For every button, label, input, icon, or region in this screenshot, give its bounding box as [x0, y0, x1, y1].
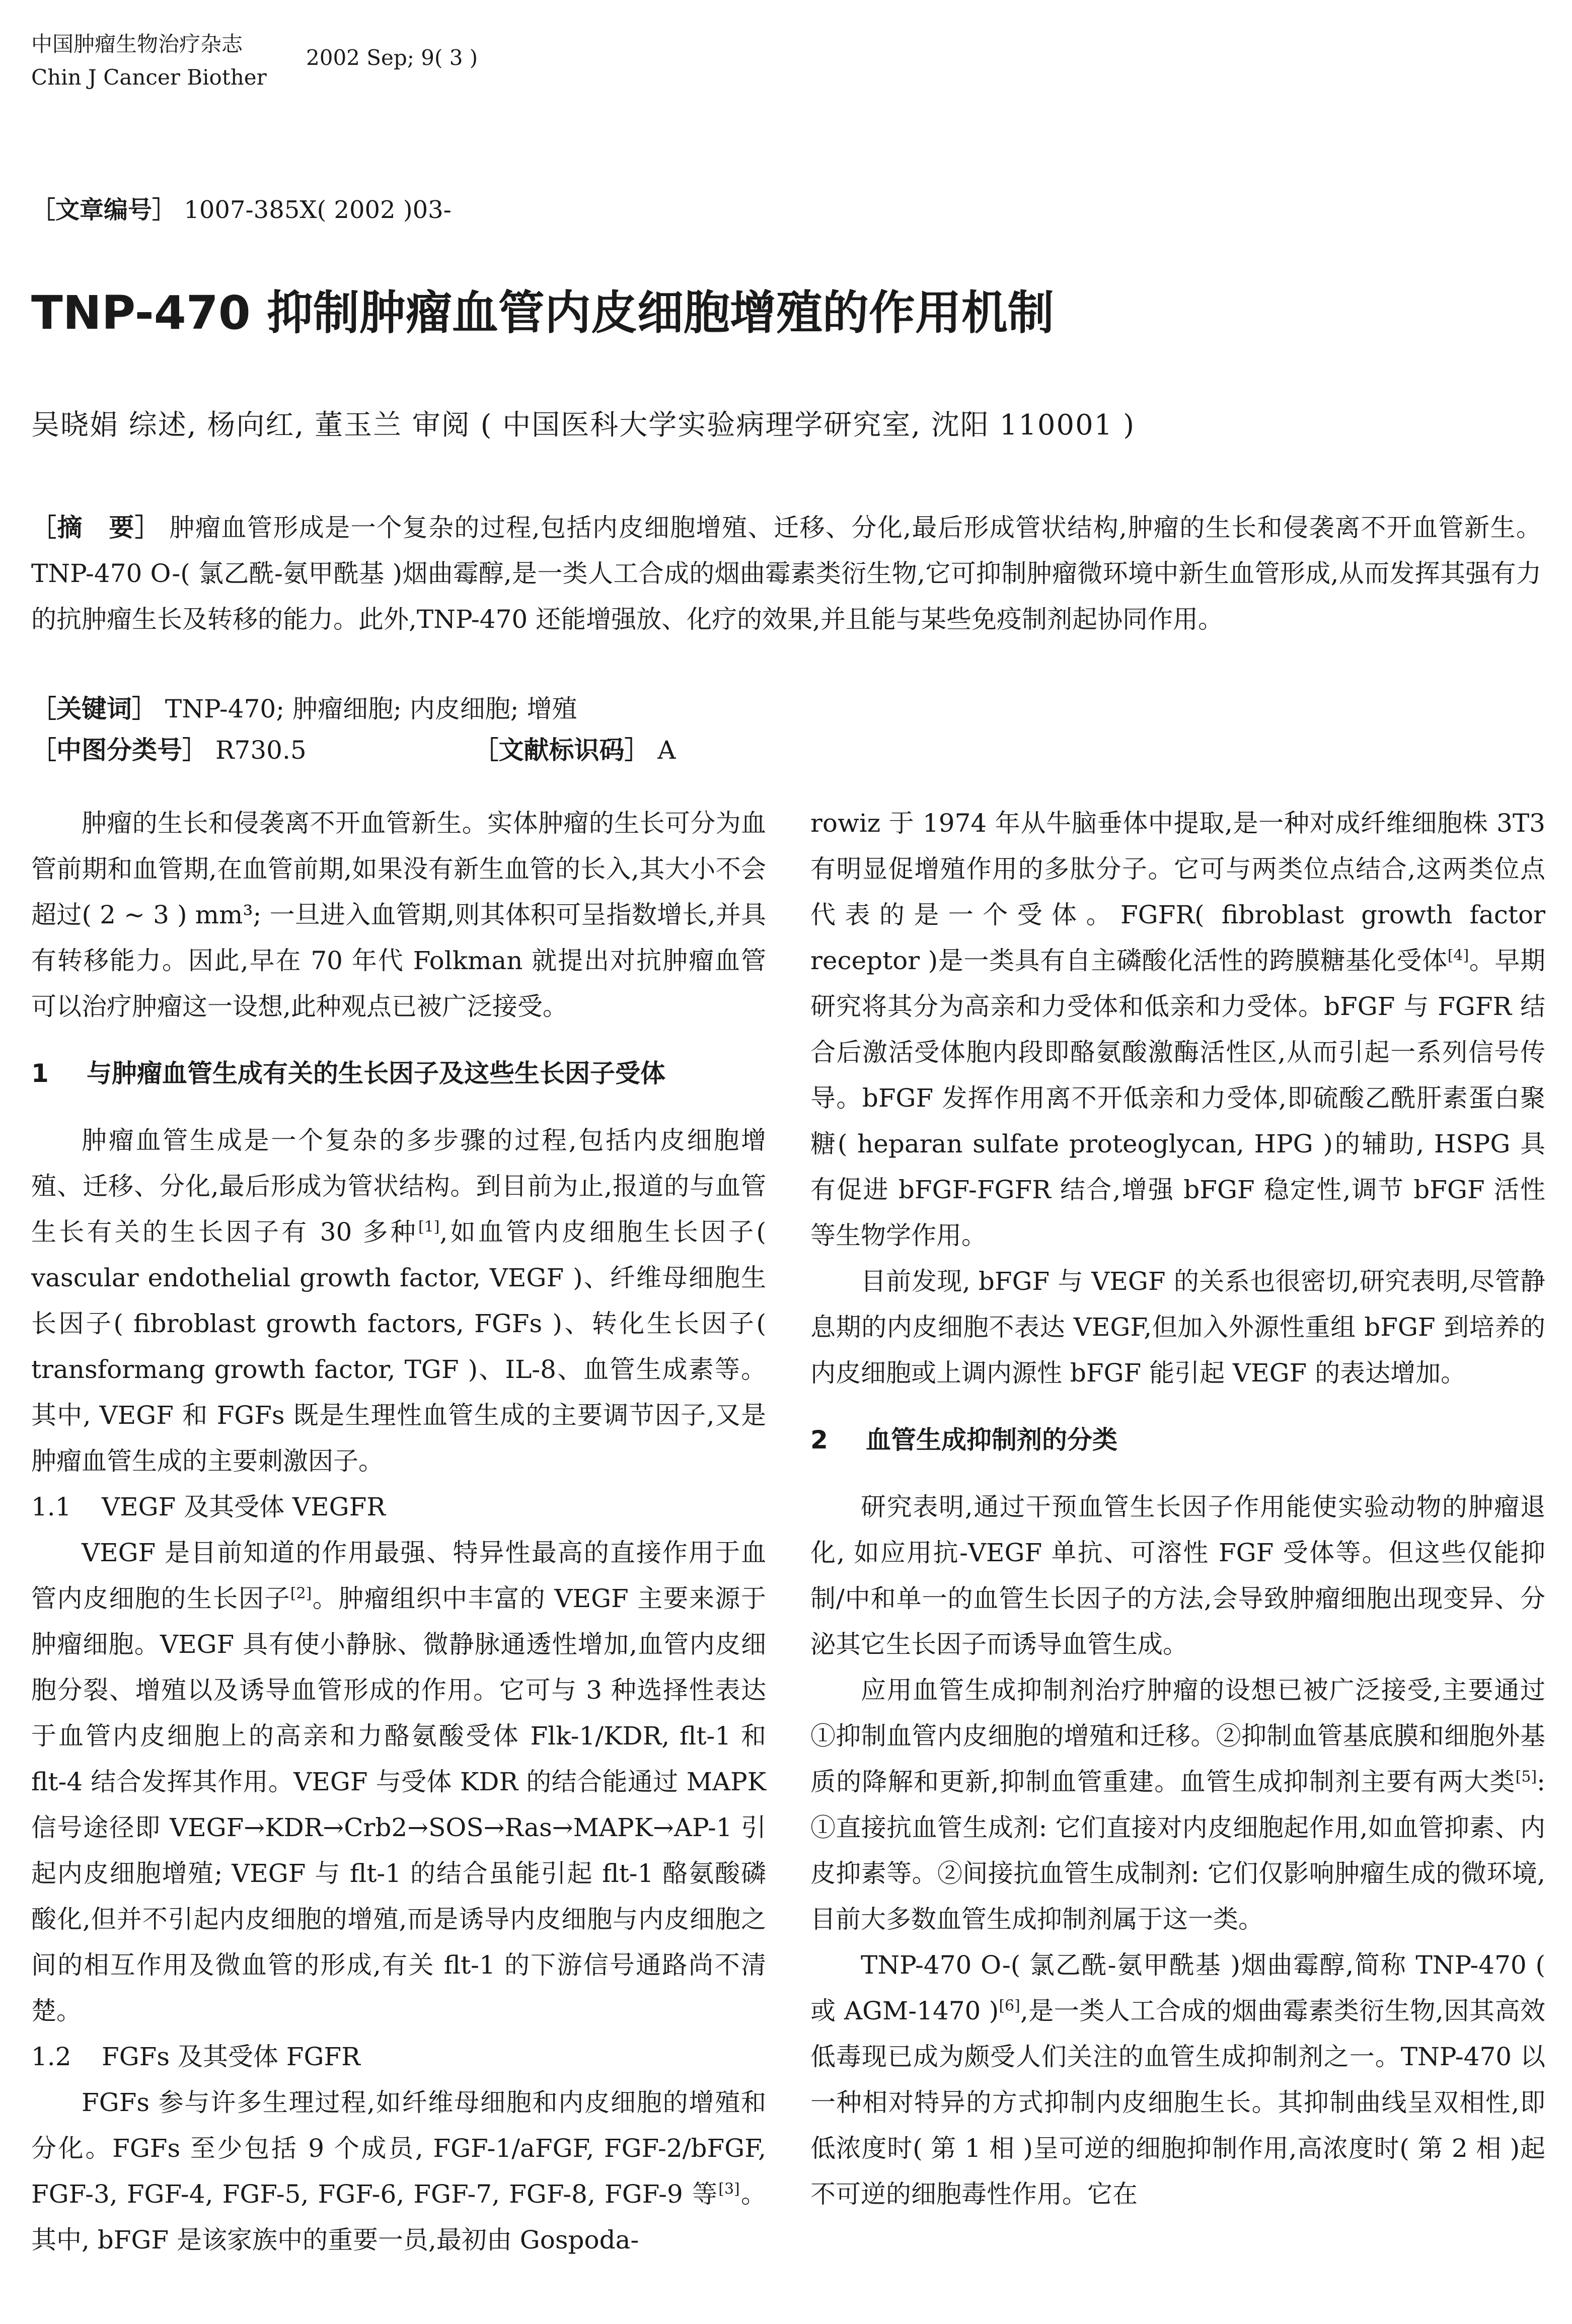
section-heading-1	[31, 1051, 766, 1097]
subsection-title: FGFs 及其受体 FGFR	[102, 2042, 360, 2071]
body-paragraph: TNP-470 O-( 氯乙酰-氨甲酰基 )烟曲霉醇,简称 TNP-470 ( 或 AGM-1470 )[6],是一类人工合成的烟曲霉素类衍生物,因其高效低毒现已成为颇受人们关注的血管生成抑制剂之一。TNP-470 以一种相对特异的方式抑制内皮细胞生长。其抑制曲线呈双相性,即低浓度时( 第 1 相 )呈可逆的细胞抑制作用,高浓度时( 第 2 相 )起不可逆的细胞毒性作用。它在	[810, 1950, 1545, 2209]
body-paragraph: FGFs 参与许多生理过程,如纤维母细胞和内皮细胞的增殖和分化。FGFs 至少包括 9 个成员, FGF-1/aFGF, FGF-2/bFGF, FGF-3, FGF-4, FGF-5, FGF-6, FGF-7, FGF-8, FGF-9 等[3]。其中, bFGF 是该家族中的重要一员,最初由 Gospoda-	[31, 2088, 766, 2255]
article-number-label: ［文章编号］	[31, 196, 177, 224]
journal-issue: 2002 Sep; 9( 3 )	[306, 45, 478, 70]
running-header	[31, 28, 267, 94]
section-title: 血管生成抑制剂的分类	[866, 1425, 1117, 1455]
citation-ref: [2]	[290, 1584, 312, 1603]
citation-ref: [3]	[718, 2180, 740, 2198]
body-paragraph: 肿瘤的生长和侵袭离不开血管新生。实体肿瘤的生长可分为血管前期和血管期,在血管前期,如果没有新生血管的长入,其大小不会超过( 2 ~ 3 ) mm³; 一旦进入血管期,则其体积可呈指数增长,并具有转移能力。因此,早在 70 年代 Folkman 就提出对抗肿瘤血管可以治疗肿瘤这一设想,此种观点已被广泛接受。	[31, 809, 766, 1021]
doc-code-value: A	[657, 736, 676, 765]
subsection-heading-1-1	[31, 1484, 766, 1530]
subsection-title: VEGF 及其受体 VEGFR	[102, 1492, 386, 1521]
subsection-number: 1.1	[31, 1492, 71, 1521]
body-paragraph: 研究表明,通过干预血管生长因子作用能使实验动物的肿瘤退化, 如应用抗-VEGF 单抗、可溶性 FGF 受体等。但这些仅能抑制/中和单一的血管生长因子的方法,会导致肿瘤细胞出现变异、分泌其它生长因子而诱导血管生成。	[810, 1492, 1545, 1659]
subsection-number: 1.2	[31, 2042, 71, 2071]
section-number: 2	[810, 1425, 828, 1455]
body-paragraph: 肿瘤血管生成是一个复杂的多步骤的过程,包括内皮细胞增殖、迁移、分化,最后形成为管状结构。到目前为止,报道的与血管生长有关的生长因子有 30 多种[1],如血管内皮细胞生长因子( vascular endothelial growth factor, VEGF )、纤维母细胞生长因子( fibroblast growth factors, FGFs )、转化生长因子( transformang growth factor, TGF )、IL-8、血管生成素等。其中, VEGF 和 FGFs 既是生理性血管生成的主要调节因子,又是肿瘤血管生成的主要刺激因子。	[31, 1126, 766, 1476]
abstract-text: 肿瘤血管形成是一个复杂的过程,包括内皮细胞增殖、迁移、分化,最后形成管状结构,肿瘤的生长和侵袭离不开血管新生。TNP-470 O-( 氯乙酰-氨甲酰基 )烟曲霉醇,是一类人工合成的烟曲霉素类衍生物,它可抑制肿瘤微环境中新生血管形成,从而发挥其强有力的抗肿瘤生长及转移的能力。此外,TNP-470 还能增强放、化疗的效果,并且能与某些免疫制剂起协同作用。	[31, 513, 1541, 634]
journal-name-en: Chin J Cancer Biother	[31, 65, 267, 90]
body-paragraph: rowiz 于 1974 年从牛脑垂体中提取,是一种对成纤维细胞株 3T3 有明显促增殖作用的多肽分子。它可与两类位点结合,这两类位点代表的是一个受体。FGFR( fibroblast growth factor receptor )是一类具有自主磷酸化活性的跨膜糖基化受体[4]。早期研究将其分为高亲和力受体和低亲和力受体。bFGF 与 FGFR 结合后激活受体胞内段即酪氨酸激酶活性区,从而引起一系列信号传导。bFGF 发挥作用离不开低亲和力受体,即硫酸乙酰肝素蛋白聚糖( heparan sulfate proteoglycan, HPG )的辅助, HSPG 具有促进 bFGF-FGFR 结合,增强 bFGF 稳定性,调节 bFGF 活性等生物学作用。	[810, 809, 1546, 1250]
journal-name-cn: 中国肿瘤生物治疗杂志	[31, 32, 243, 56]
body-paragraph: 应用血管生成抑制剂治疗肿瘤的设想已被广泛接受,主要通过①抑制血管内皮细胞的增殖和迁移。②抑制血管基底膜和细胞外基质的降解和更新,抑制血管重建。血管生成抑制剂主要有两大类[5]: ①直接抗血管生成剂: 它们直接对内皮细胞起作用,如血管抑素、内皮抑素等。②间接抗血管生成制剂: 它们仅影响肿瘤生成的微环境,目前大多数血管生成抑制剂属于这一类。	[810, 1676, 1545, 1934]
classification-line	[31, 730, 676, 766]
article-title: TNP-470 抑制肿瘤血管内皮细胞增殖的作用机制	[31, 286, 1054, 340]
author-line: 吴晓娟 综述, 杨向红, 董玉兰 审阅 ( 中国医科大学实验病理学研究室, 沈阳 110001 )	[31, 409, 1136, 442]
classification-label: ［中图分类号］	[31, 736, 207, 765]
section-number: 1	[31, 1059, 49, 1088]
article-number-value: 1007-385X( 2002 )03-	[184, 196, 452, 224]
citation-ref: [6]	[999, 1997, 1020, 2015]
article-number	[31, 190, 452, 225]
body-column-right	[810, 801, 1545, 2217]
citation-ref: [1]	[418, 1218, 440, 1236]
section-heading-2	[810, 1417, 1545, 1463]
section-title: 与肿瘤血管生成有关的生长因子及这些生长因子受体	[87, 1059, 665, 1088]
classification-value: R730.5	[215, 736, 307, 765]
keywords-label: ［关键词］	[31, 694, 157, 723]
doc-code-label: ［文献标识码］	[473, 736, 650, 765]
body-paragraph: 目前发现, bFGF 与 VEGF 的关系也很密切,研究表明,尽管静息期的内皮细胞不表达 VEGF,但加入外源性重组 bFGF 到培养的内皮细胞或上调内源性 bFGF 能引起 VEGF 的表达增加。	[810, 1267, 1545, 1388]
citation-ref: [5]	[1515, 1768, 1537, 1786]
abstract-label: ［摘 要］	[31, 513, 161, 542]
keywords-value: TNP-470; 肿瘤细胞; 内皮细胞; 增殖	[165, 694, 577, 723]
keywords	[31, 689, 577, 725]
body-column-left	[31, 801, 766, 2263]
abstract	[31, 505, 1541, 642]
body-paragraph: VEGF 是目前知道的作用最强、特异性最高的直接作用于血管内皮细胞的生长因子[2]。肿瘤组织中丰富的 VEGF 主要来源于肿瘤细胞。VEGF 具有使小静脉、微静脉通透性增加,血管内皮细胞分裂、增殖以及诱导血管形成的作用。它可与 3 种选择性表达于血管内皮细胞上的高亲和力酪氨酸受体 Flk-1/KDR, flt-1 和 flt-4 结合发挥其作用。VEGF 与受体 KDR 的结合能通过 MAPK 信号途径即 VEGF→KDR→Crb2→SOS→Ras→MAPK→AP-1 引起内皮细胞增殖; VEGF 与 flt-1 的结合虽能引起 flt-1 酪氨酸磷酸化,但并不引起内皮细胞的增殖,而是诱导内皮细胞与内皮细胞之间的相互作用及微血管的形成,有关 flt-1 的下游信号通路尚不清楚。	[31, 1538, 766, 2025]
subsection-heading-1-2	[31, 2034, 766, 2080]
citation-ref: [4]	[1447, 947, 1469, 965]
